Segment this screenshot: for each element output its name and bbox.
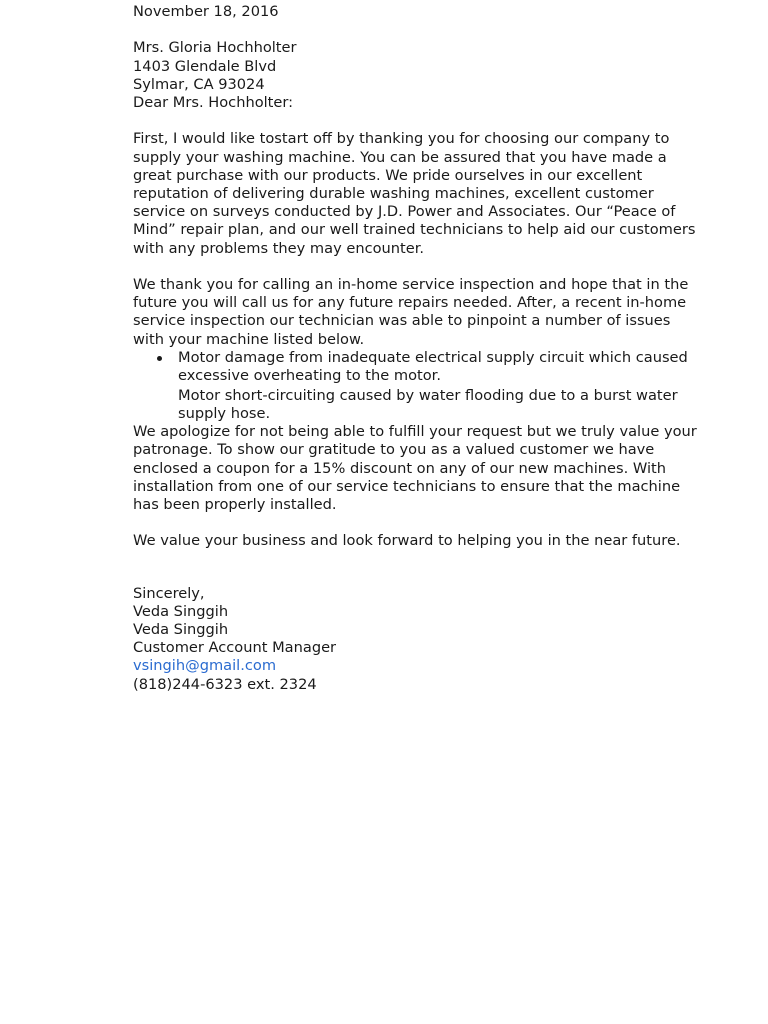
paragraph-line: with any problems they may encounter. xyxy=(133,239,425,257)
spacer xyxy=(133,112,723,130)
sender-phone: (818)244-6323 ext. 2324 xyxy=(133,675,317,693)
paragraph-line: great purchase with our products. We pride ourselves in our excellent xyxy=(133,166,643,184)
recipient-street: 1403 Glendale Blvd xyxy=(133,57,277,75)
paragraph-line: with your machine listed below. xyxy=(133,330,365,348)
letter-page xyxy=(133,3,723,694)
recipient-city: Sylmar, CA 93024 xyxy=(133,75,265,93)
paragraph-line: future you will call us for any future repairs needed. After, a recent in-home xyxy=(133,294,687,312)
paragraph-line: enclosed a coupon for a 15% discount on any of our new machines. With xyxy=(133,459,667,477)
sender-title: Customer Account Manager xyxy=(133,639,337,657)
bullet-icon xyxy=(157,356,162,361)
list-item-line: Motor short-circuiting caused by water flooding due to a burst water xyxy=(178,387,678,405)
paragraph-inspection xyxy=(133,276,723,349)
list-item-line: supply hose. xyxy=(178,405,271,422)
paragraph-line: service on surveys conducted by J.D. Power and Associates. Our “Peace of xyxy=(133,203,676,221)
recipient-name: Mrs. Gloria Hochholter xyxy=(133,39,297,57)
paragraph-line: We apologize for not being able to fulfill your request but we truly value your xyxy=(133,423,697,441)
paragraph-line: patronage. To show our gratitude to you as a valued customer we have xyxy=(133,441,655,459)
recipient-address xyxy=(133,39,723,94)
salutation: Dear Mrs. Hochholter: xyxy=(133,94,294,111)
spacer xyxy=(133,514,723,532)
list-item xyxy=(178,387,723,421)
signature-block xyxy=(133,585,723,694)
spacer xyxy=(133,551,723,585)
paragraph-line: has been properly installed. xyxy=(133,496,337,514)
spacer xyxy=(133,21,723,39)
paragraph-line: service inspection our technician was able to pinpoint a number of issues xyxy=(133,312,671,330)
paragraph-apology xyxy=(133,423,723,514)
paragraph-line: Mind” repair plan, and our well trained technicians to help aid our customers xyxy=(133,221,696,239)
paragraph-line: supply your washing machine. You can be assured that you have made a xyxy=(133,148,667,166)
list-item-line: Motor damage from inadequate electrical supply circuit which caused xyxy=(178,348,688,366)
sender-name: Veda Singgih xyxy=(133,621,229,639)
paragraph-line: We thank you for calling an in-home service inspection and hope that in the xyxy=(133,276,689,293)
paragraph-closing-remark: We value your business and look forward to helping you in the near future. xyxy=(133,532,681,550)
signature: Veda Singgih xyxy=(133,602,229,620)
paragraph-line: installation from one of our service technicians to ensure that the machine xyxy=(133,477,681,495)
paragraph-thanks xyxy=(133,130,723,257)
sender-email-link[interactable]: vsingih@gmail.com xyxy=(133,657,277,675)
list-item-line: excessive overheating to the motor. xyxy=(178,367,441,385)
letter-date: November 18, 2016 xyxy=(133,3,279,20)
list-item xyxy=(178,349,723,385)
issues-list xyxy=(133,349,723,421)
paragraph-line: reputation of delivering durable washing machines, excellent customer xyxy=(133,185,654,202)
spacer xyxy=(133,258,723,276)
paragraph-line: First, I would like tostart off by thanking you for choosing our company to xyxy=(133,130,670,148)
closing: Sincerely, xyxy=(133,584,205,602)
